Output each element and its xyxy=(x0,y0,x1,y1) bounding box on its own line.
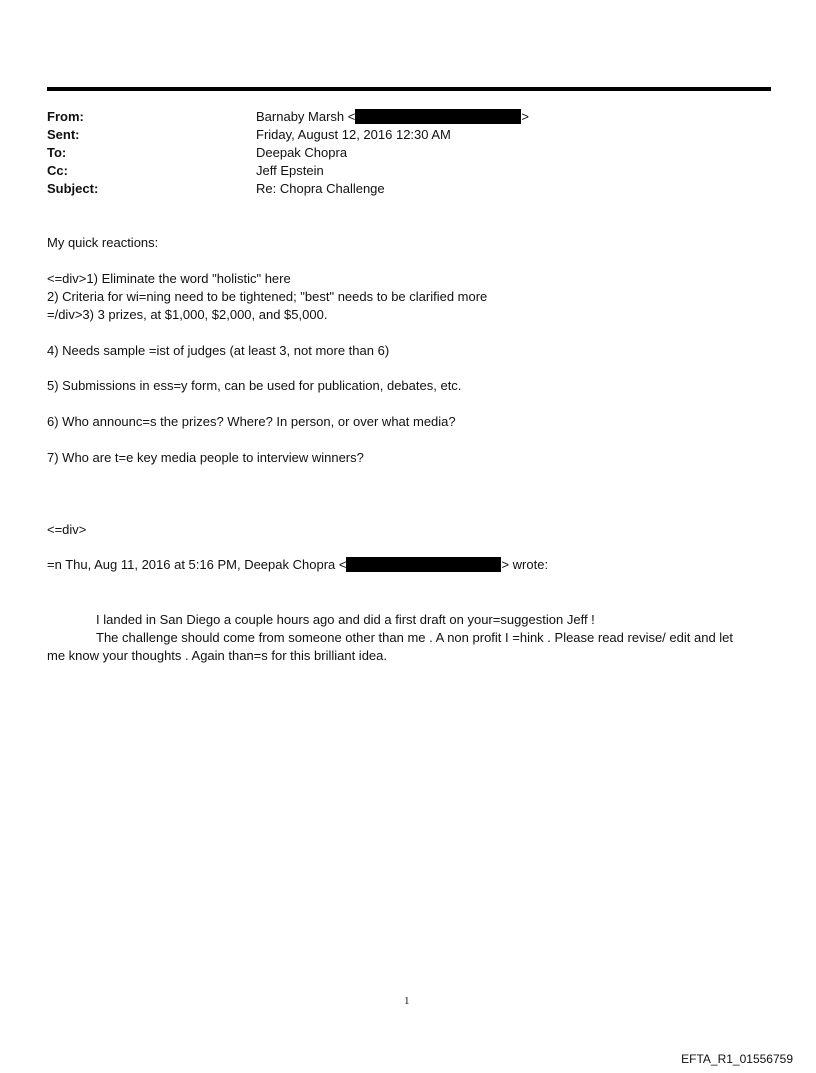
to-label: To: xyxy=(47,145,67,160)
from-label: From: xyxy=(47,109,84,124)
header-divider xyxy=(47,87,771,91)
quote-line-1: I landed in San Diego a couple hours ago and did a first draft on your=suggestion Jeff ! xyxy=(96,612,595,627)
body-item-3: =/div>3) 3 prizes, at $1,000, $2,000, and $5,000. xyxy=(47,307,328,322)
body-item-5: 5) Submissions in ess=y form, can be used for publication, debates, etc. xyxy=(47,378,462,393)
from-open-bracket: < xyxy=(347,109,356,124)
redaction-block xyxy=(346,557,501,572)
document-id: EFTA_R1_01556759 xyxy=(681,1052,793,1066)
page-number: 1 xyxy=(404,995,410,1007)
sent-value: Friday, August 12, 2016 12:30 AM xyxy=(256,127,451,142)
body-intro: My quick reactions: xyxy=(47,235,159,250)
body-item-2: 2) Criteria for wi=ning need to be tightened; "best" needs to be clarified more xyxy=(47,289,488,304)
subject-label: Subject: xyxy=(47,181,99,196)
quote-line-2: The challenge should come from someone other than me . A non profit I =hink . Please read revise/ edit and let xyxy=(96,630,734,645)
quote-intro-suffix: > wrote: xyxy=(501,557,549,572)
quote-line-3: me know your thoughts . Again than=s for this brilliant idea. xyxy=(47,648,387,663)
cc-label: Cc: xyxy=(47,163,68,178)
from-name: Barnaby Marsh xyxy=(256,109,345,124)
redaction-block xyxy=(355,109,521,124)
from-value xyxy=(256,108,529,126)
body-item-1: <=div>1) Eliminate the word "holistic" here xyxy=(47,271,291,286)
cc-value: Jeff Epstein xyxy=(256,163,324,178)
body-item-7: 7) Who are t=e key media people to interview winners? xyxy=(47,450,364,465)
body-item-4: 4) Needs sample =ist of judges (at least 3, not more than 6) xyxy=(47,343,390,358)
sent-label: Sent: xyxy=(47,127,80,142)
from-close-bracket: > xyxy=(521,109,529,124)
subject-value: Re: Chopra Challenge xyxy=(256,181,385,196)
quote-intro-prefix: =n Thu, Aug 11, 2016 at 5:16 PM, Deepak Chopra < xyxy=(47,557,347,572)
div-tag-line: <=div> xyxy=(47,522,87,537)
to-value: Deepak Chopra xyxy=(256,145,348,160)
quote-intro xyxy=(47,556,548,574)
body-item-6: 6) Who announc=s the prizes? Where? In person, or over what media? xyxy=(47,414,456,429)
